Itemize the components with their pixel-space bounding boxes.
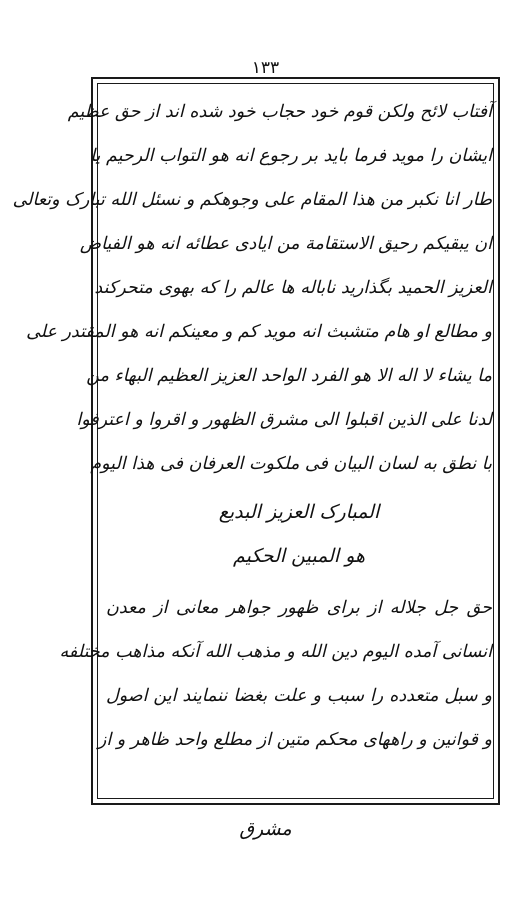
text-line: ایشان را موید فرما باید بر رجوع انه هو التواب الرحیم یا <box>90 146 492 166</box>
text-line: آفتاب لائح ولکن قوم خود حجاب خود شده اند از حق عظیم <box>67 102 492 122</box>
section-heading: المبارک العزیز البدیع <box>218 501 380 523</box>
text-line: العزیز الحمید بگذارید ناباله ها عالم را که بهوی متحرکند <box>94 278 492 298</box>
text-line: و سبل متعدده را سبب و علت بغضا ننمایند این اصول <box>106 686 492 706</box>
text-line: ما یشاء لا اله الا هو الفرد الواحد العزیز العظیم البهاء من <box>86 366 492 386</box>
text-line: لدنا علی الذین اقبلوا الی مشرق الظهور و اقروا و اعترفوا <box>76 410 492 430</box>
page-number: ۱۳۳ <box>251 58 280 78</box>
text-line: حق جل جلاله از برای ظهور جواهر معانی از معدن <box>106 598 492 618</box>
text-line: با نطق به لسان البیان فی ملکوت العرفان فی هذا الیوم <box>90 454 492 474</box>
text-block <box>12 92 492 792</box>
section-heading: هو المبین الحکیم <box>232 545 366 567</box>
catchword: مشرق <box>239 818 292 840</box>
text-line: طار انا نکبر من هذا المقام علی وجوهکم و نسئل الله تبارک وتعالی <box>12 190 492 210</box>
text-line: ان یبقیکم رحیق الاستقامة من ایادی عطائه انه هو الفیاض <box>79 234 492 254</box>
text-line: و قوانین و راههای محکم متین از مطلع واحد ظاهر و از <box>97 730 492 750</box>
text-line: و مطالع او هام متشبث انه موید کم و معینکم انه هو المقتدر علی <box>26 322 492 342</box>
text-line: انسانی آمده الیوم دین الله و مذهب الله آنکه مذاهب مختلفه <box>59 642 492 662</box>
